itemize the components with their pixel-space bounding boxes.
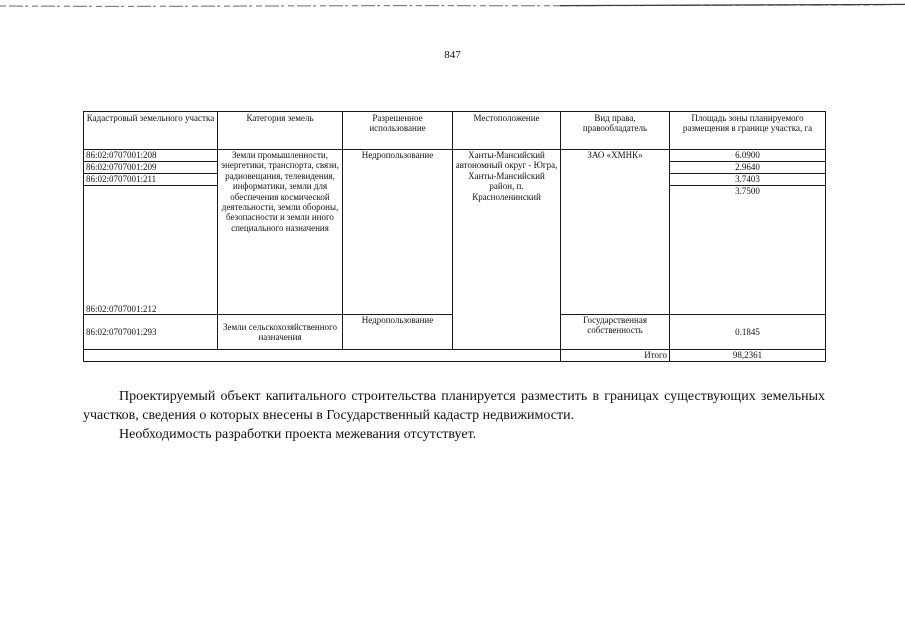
land-category-cell: Земли промышленности, энергетики, транспорта, связи, радиовещания, телевидения, информатики, земли для обеспечения космической деятельности, земли обороны, безопасности и земли иного специального назначения	[218, 150, 343, 315]
cadastral-number-cell: 86:02:0707001:209	[84, 162, 218, 174]
area-cell: 2.9640	[670, 162, 826, 174]
permitted-use-cell: Недропользование	[343, 315, 453, 350]
total-row	[84, 350, 826, 362]
header-location: Местоположение	[453, 112, 561, 150]
scan-edge-line	[0, 0, 905, 14]
rights-holder-cell: ЗАО «ХМНК»	[561, 150, 670, 315]
area-cell: 6.0900	[670, 150, 826, 162]
header-land-category: Категория земель	[218, 112, 343, 150]
area-cell: 3.7403	[670, 174, 826, 186]
land-category-cell: Земли сельскохозяйственного назначения	[218, 315, 343, 350]
area-cell: 0.1845	[670, 315, 826, 350]
total-label: Итого	[561, 350, 670, 362]
table-row	[84, 150, 826, 162]
cadastral-number-cell: 86:02:0707001:212	[84, 186, 218, 315]
page-number: 847	[444, 49, 461, 61]
area-cell: 3.7500	[670, 186, 826, 315]
cadastral-number-cell: 86:02:0707001:211	[84, 174, 218, 186]
cadastral-number-cell: 86:02:0707001:208	[84, 150, 218, 162]
cadastral-number-cell: 86:02:0707001:293	[84, 315, 218, 350]
header-rights-holder: Вид права, правообладатель	[561, 112, 670, 150]
permitted-use-cell: Недропользование	[343, 150, 453, 315]
total-spacer	[84, 350, 561, 362]
header-permitted-use: Разрешенное использование	[343, 112, 453, 150]
table-header-row	[84, 112, 826, 150]
paragraph-placement: Проектируемый объект капитального строительства планируется разместить в границах существующих земельных участков, сведения о которых внесены в Государственный кадастр недвижимости.	[83, 389, 825, 423]
paragraph-survey: Необходимость разработки проекта межевания отсутствует.	[119, 427, 477, 442]
rights-holder-cell: Государственная собственность	[561, 315, 670, 350]
total-value: 98,2361	[670, 350, 826, 362]
header-zone-area: Площадь зоны планируемого размещения в границе участка, га	[670, 112, 826, 150]
header-cadastral-number: Кадастровый земельного участка	[84, 112, 218, 150]
land-plots-table	[83, 111, 826, 362]
location-cell: Ханты-Мансийский автономный округ - Югра, Ханты-Мансийский район, п. Красноленинский	[453, 150, 561, 350]
